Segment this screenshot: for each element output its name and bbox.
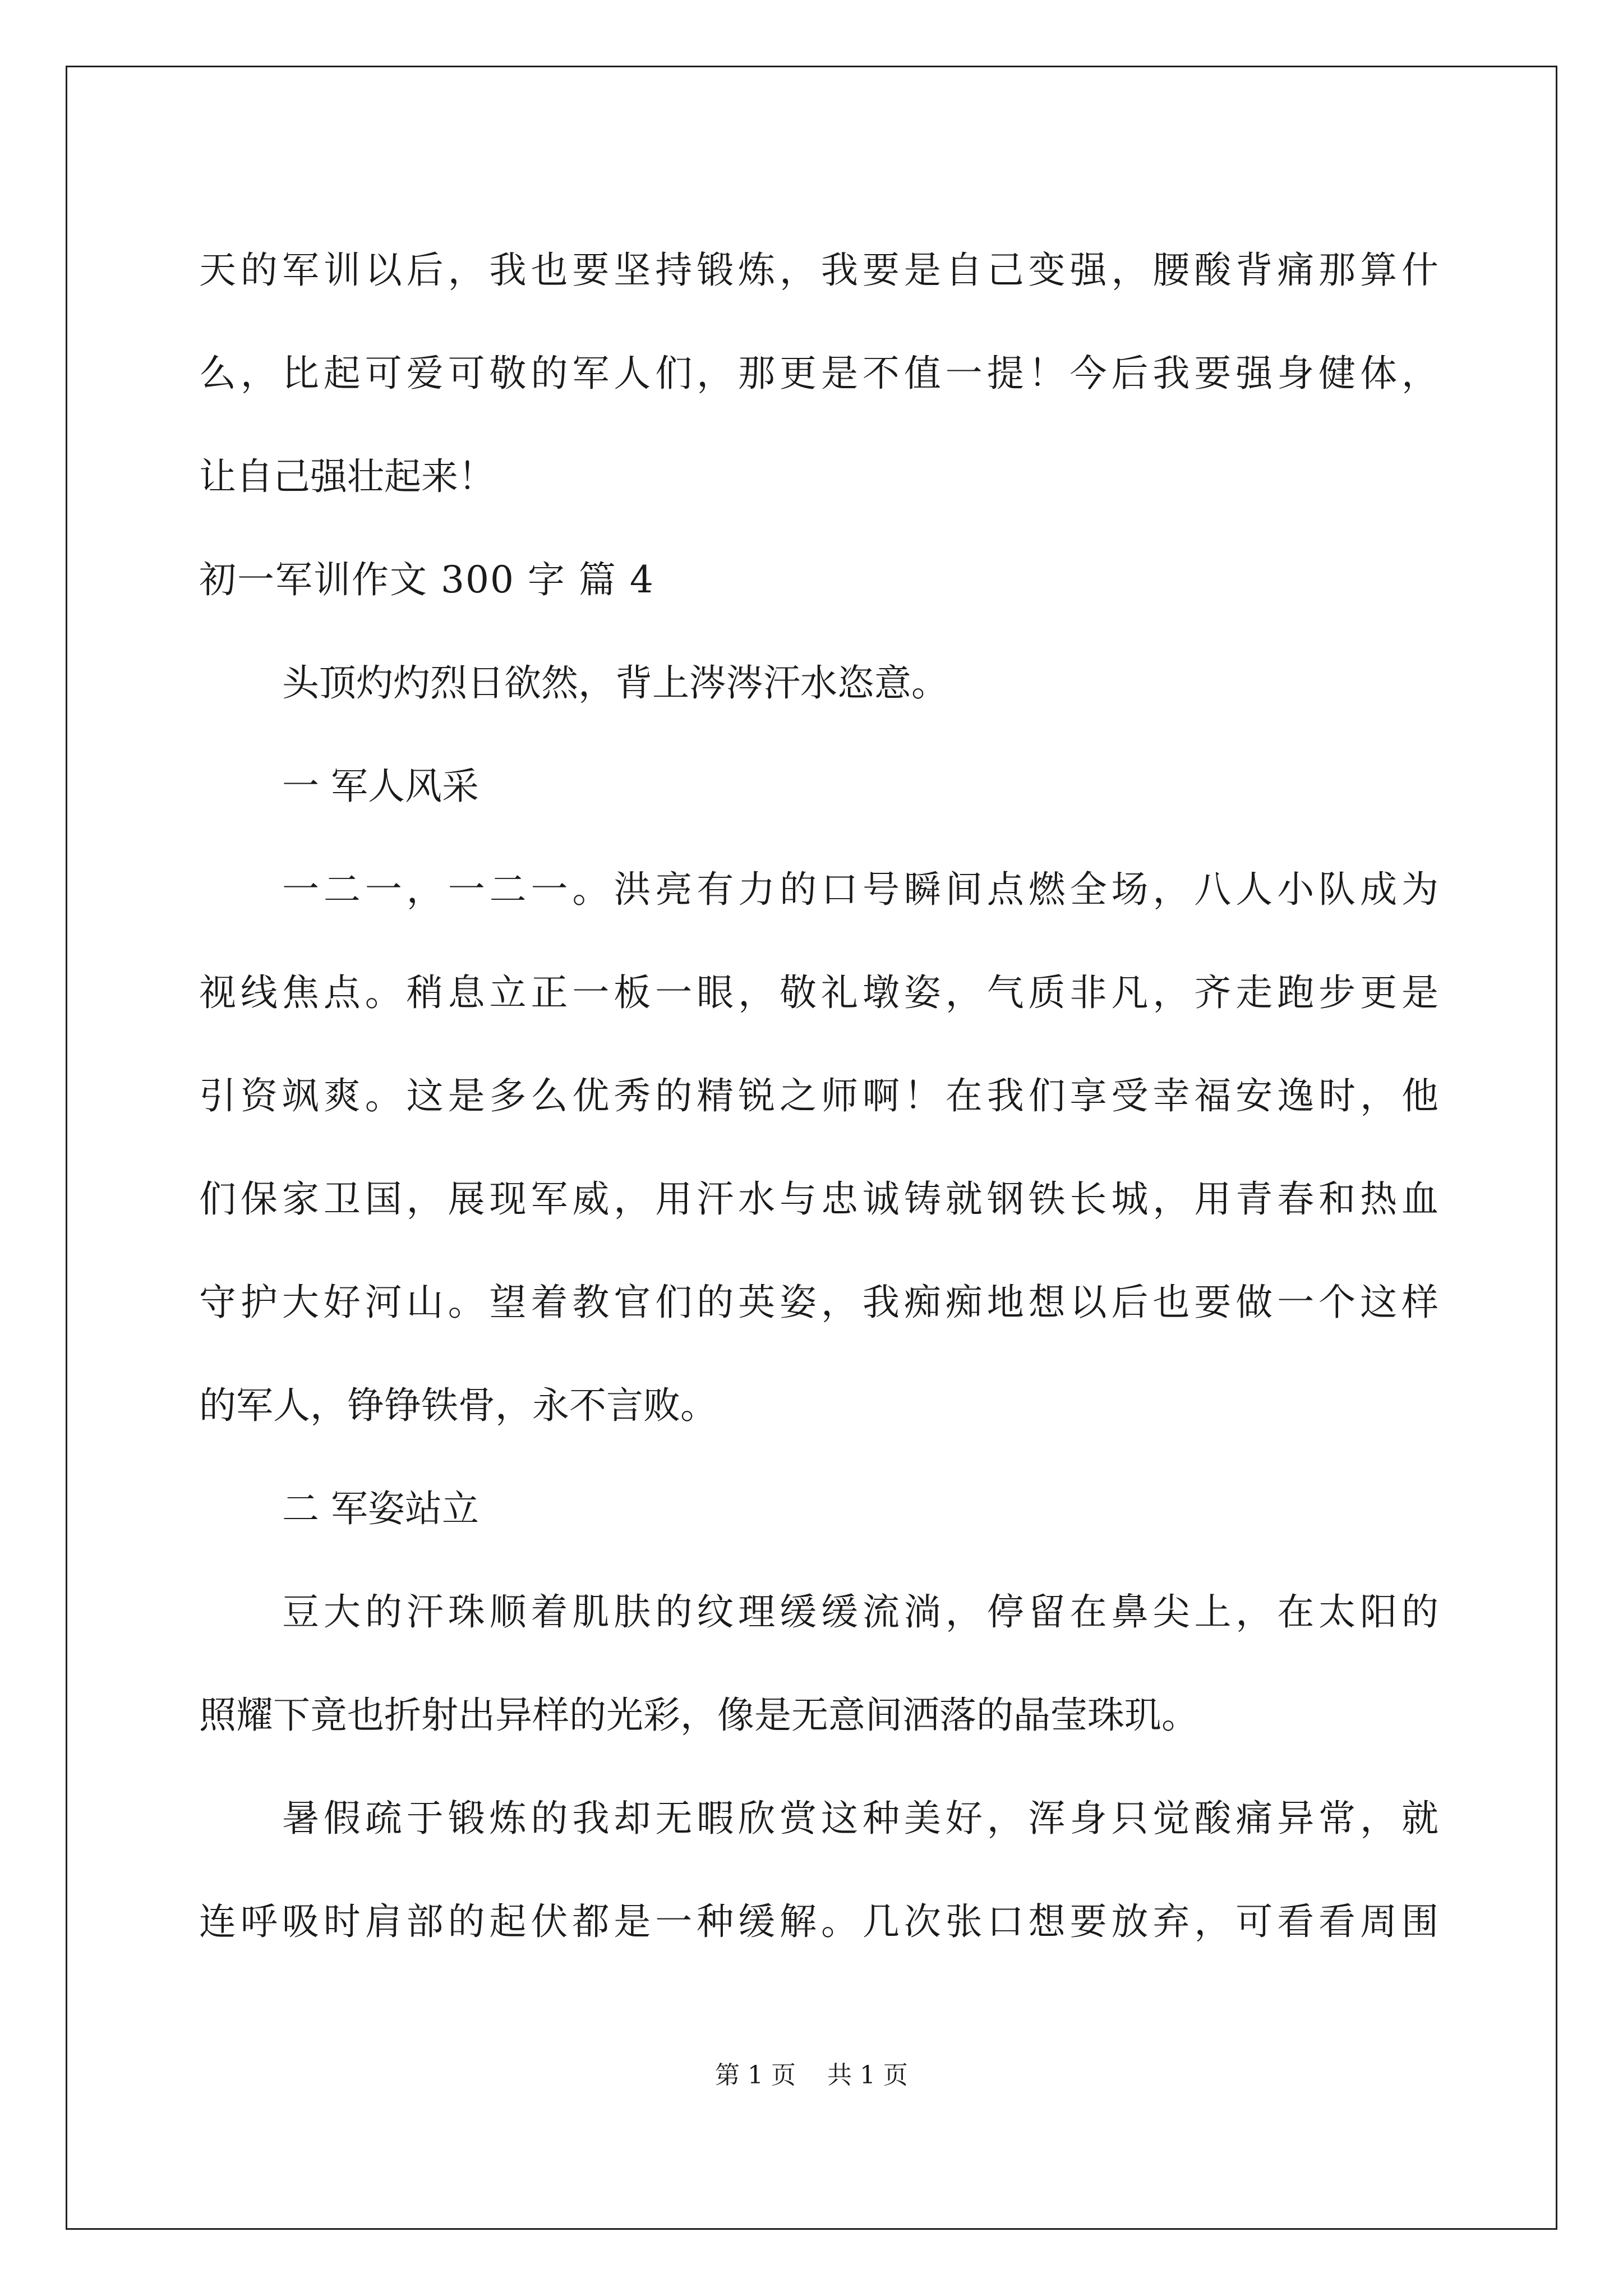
- page-footer: 第 1 页 共 1 页: [715, 2061, 908, 2090]
- paragraph-line: 连呼吸时肩部的起伏都是一种缓解。几次张口想要放弃，可看看周围: [199, 1900, 1438, 1943]
- paragraph-line: 头顶灼灼烈日欲然，背上涔涔汗水恣意。: [282, 661, 948, 705]
- subheading: 二 军姿站立: [282, 1487, 479, 1530]
- paragraph-line: 们保家卫国，展现军威，用汗水与忠诚铸就钢铁长城，用青春和热血: [199, 1177, 1438, 1221]
- paragraph-line: 暑假疏于锻炼的我却无暇欣赏这种美好，浑身只觉酸痛异常，就: [282, 1797, 1438, 1840]
- paragraph-line: 引资飒爽。这是多么优秀的精锐之师啊！在我们享受幸福安逸时，他: [199, 1074, 1438, 1117]
- paragraph-line: 的军人，铮铮铁骨，永不言败。: [199, 1384, 717, 1427]
- paragraph-line: 视线焦点。稍息立正一板一眼，敬礼墩姿，气质非凡，齐走跑步更是: [199, 971, 1438, 1014]
- paragraph-line: 让自己强壮起来！: [199, 455, 495, 498]
- document-body: [199, 219, 1438, 1973]
- section-title: 初一军训作文 300 字 篇 4: [199, 558, 654, 601]
- paragraph-line: 天的军训以后，我也要坚持锻炼，我要是自己变强，腰酸背痛那算什: [199, 249, 1438, 292]
- paragraph-line: 么，比起可爱可敬的军人们，那更是不值一提！今后我要强身健体，: [199, 352, 1438, 395]
- paragraph-line: 守护大好河山。望着教官们的英姿，我痴痴地想以后也要做一个这样: [199, 1281, 1438, 1324]
- paragraph-line: 豆大的汗珠顺着肌肤的纹理缓缓流淌，停留在鼻尖上，在太阳的: [282, 1590, 1438, 1634]
- paragraph-line: 一二一，一二一。洪亮有力的口号瞬间点燃全场，八人小队成为: [282, 868, 1438, 911]
- paragraph-line: 照耀下竟也折射出异样的光彩，像是无意间洒落的晶莹珠玑。: [199, 1694, 1198, 1737]
- subheading: 一 军人风采: [282, 765, 479, 808]
